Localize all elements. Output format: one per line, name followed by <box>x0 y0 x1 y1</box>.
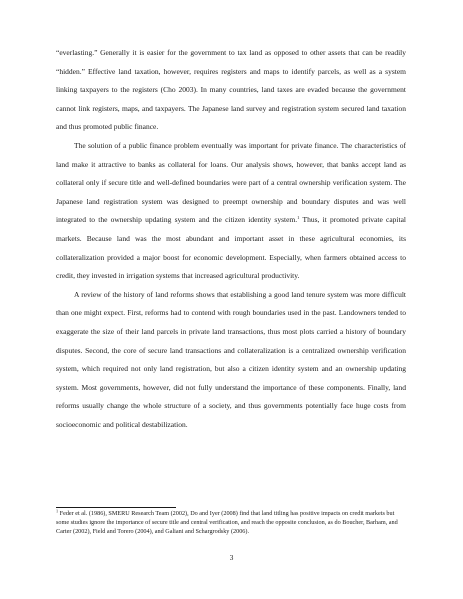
footnote-text: Feder et al. (1986), SMERU Research Team (2002), Do and Iyer (2008) find that land titling has positive impacts on credit markets but some studies ignore the importance of secure title and central verification, and reach the opposite conclusion, as do Boucher, Barham, and Carter (2002), Field and Torero (2004), and Galiani and Schargrodsky (2006). <box>56 510 398 535</box>
footnote-marker: 1 <box>56 508 59 514</box>
body-text <box>56 44 406 434</box>
paragraph-land-reforms: A review of the history of land reforms shows that establishing a good land tenure system was more difficult than one might expect. First, reforms had to contend with rough boundaries used in the past. Landowners tended to exaggerate the size of their land parcels in private land transactions, thus most plots carried a history of boundary disputes. Second, the core of secure land transactions and collateralization is a centralized ownership verification system, which required not only land registration, but also a citizen identity system and an ownership updating system. Most governments, however, did not fully understand the importance of these components. Finally, land reforms usually change the whole structure of a society, and thus governments potentially face huge costs from socioeconomic and political destabilization. <box>56 289 406 429</box>
paragraph-private-finance <box>56 137 406 286</box>
footnote-reference[interactable]: 1 <box>297 215 300 221</box>
page-number: 3 <box>229 553 234 562</box>
footnote-divider <box>56 507 176 508</box>
paragraph-text: The solution of a public finance problem eventually was important for private finance. The characteristics of land make it attractive to banks as collateral for loans. Our analysis shows, however, that banks accept land as collateral only if secure title and well-defined boundaries were part of a central ownership verification system. The Japanese land registration system was designed to preempt ownership and boundary disputes and was well integrated to the ownership updating system and the citizen identity system. <box>56 140 406 225</box>
paragraph-land-taxation: “everlasting.” Generally it is easier for the government to tax land as opposed to other assets that can be readily “hidden.” Effective land taxation, however, requires registers and maps to identify parcels, as well as a system linking taxpayers to the registers (Cho 2003). In many countries, land taxes are evaded because the government cannot link registers, maps, and taxpayers. The Japanese land survey and registration system secured land taxation and thus promoted public finance. <box>56 48 406 132</box>
footnote <box>56 510 406 536</box>
paragraph-text: Thus, it promoted private capital markets. Because land was the most abundant and important asset in these agricultural economies, its collateralization provided a major boost for economic development. Especially, when farmers obtained access to credit, they invested in irrigation systems that increased agricultural productivity. <box>56 215 406 281</box>
